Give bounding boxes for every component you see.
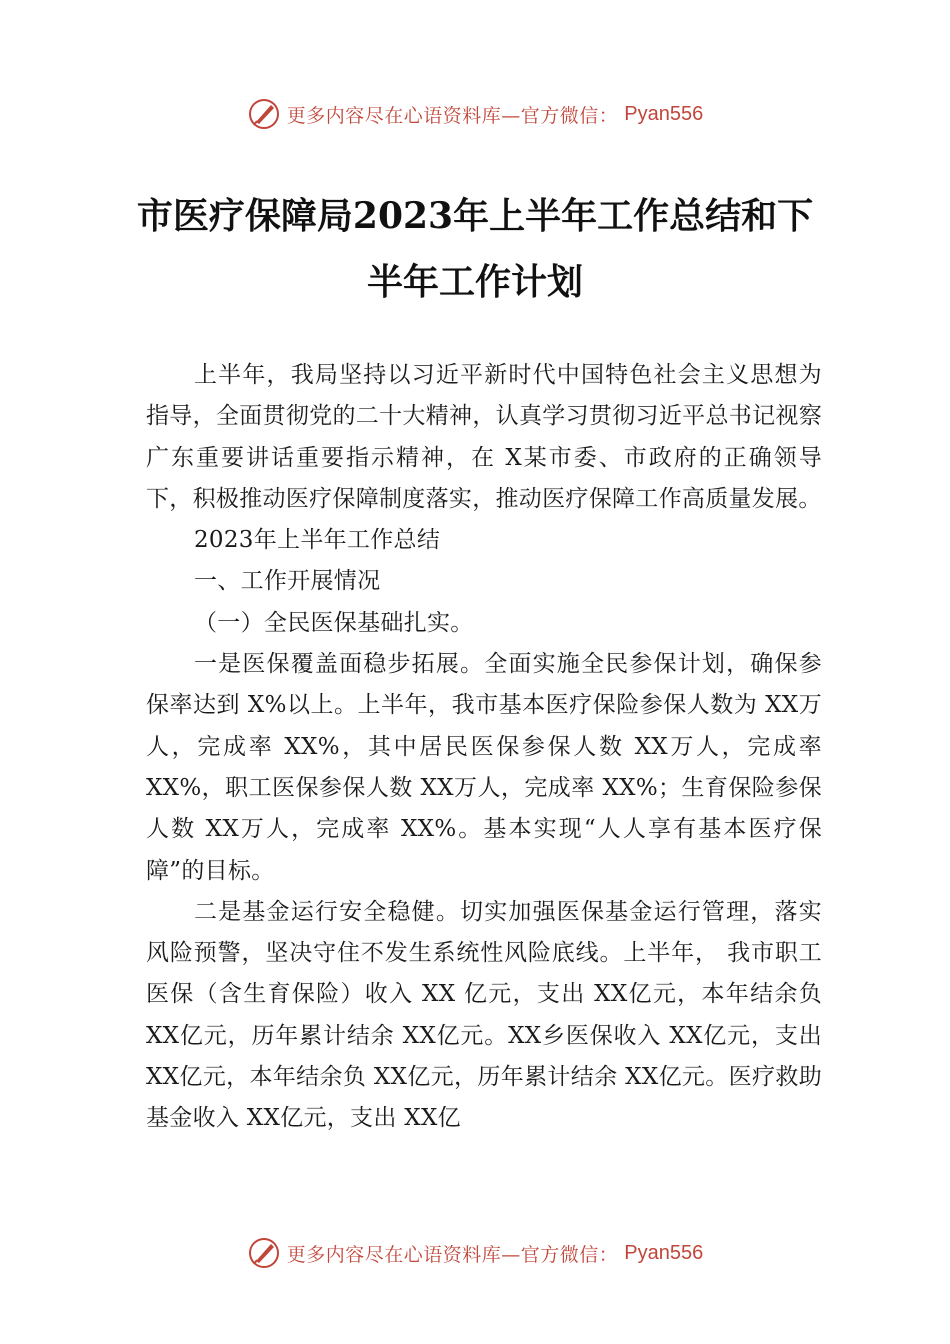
intro-paragraph: 上半年，我局坚持以习近平新时代中国特色社会主义思想为指导，全面贯彻党的二十大精神，认真学习贯彻习近平总书记视察广东重要讲话重要指示精神，在 X某市委、市政府的正确领导下，积极推动医疗保障制度落实，推动医疗保障工作高质量发展。 (146, 362, 822, 512)
subheading-1: （一）全民医保基础扎实。 (194, 609, 474, 636)
quill-pen-icon (247, 97, 281, 131)
watermark-text-top: 更多内容尽在心语资料库—官方微信： (286, 104, 619, 127)
heading-1: 一、工作开展情况 (194, 568, 381, 595)
section-title: 2023年上半年工作总结 (194, 527, 441, 554)
watermark-banner-top (0, 94, 950, 134)
document-title-line-1: 市医疗保障局2023年上半年工作总结和下 (136, 195, 814, 237)
watermark-banner-bottom (0, 1233, 950, 1273)
point-2-paragraph: 二是基金运行安全稳健。切实加强医保基金运行管理，落实风险预警，坚决守住不发生系统性风险底线。上半年， 我市职工医保（含生育保险）收入 XX 亿元，支出 XX亿元，本年结余负 XX亿元，历年累计结余 XX亿元。XX乡医保收入 XX亿元，支出 XX亿元，本年结余负 XX亿元，历年累计结余 XX亿元。医疗救助基金收入 XX亿元，支出 XX亿 (146, 898, 822, 1132)
watermark-id-bottom: Pyan556 (624, 1241, 704, 1264)
document-body (146, 355, 822, 1140)
watermark-id-top: Pyan556 (624, 102, 704, 125)
point-1-paragraph: 一是医保覆盖面稳步拓展。全面实施全民参保计划，确保参保率达到 X%以上。上半年，我市基本医疗保险参保人数为 XX万人，完成率 XX%，其中居民医保参保人数 XX万人，完成率 XX%，职工医保参保人数 XX万人，完成率 XX%；生育保险参保人数 XX万人，完成率 XX%。基本实现“人人享有基本医疗保障”的目标。 (146, 651, 822, 884)
quill-pen-icon (247, 1236, 281, 1270)
document-title-line-2: 半年工作计划 (366, 261, 583, 303)
watermark-text-bottom: 更多内容尽在心语资料库—官方微信： (286, 1243, 619, 1266)
